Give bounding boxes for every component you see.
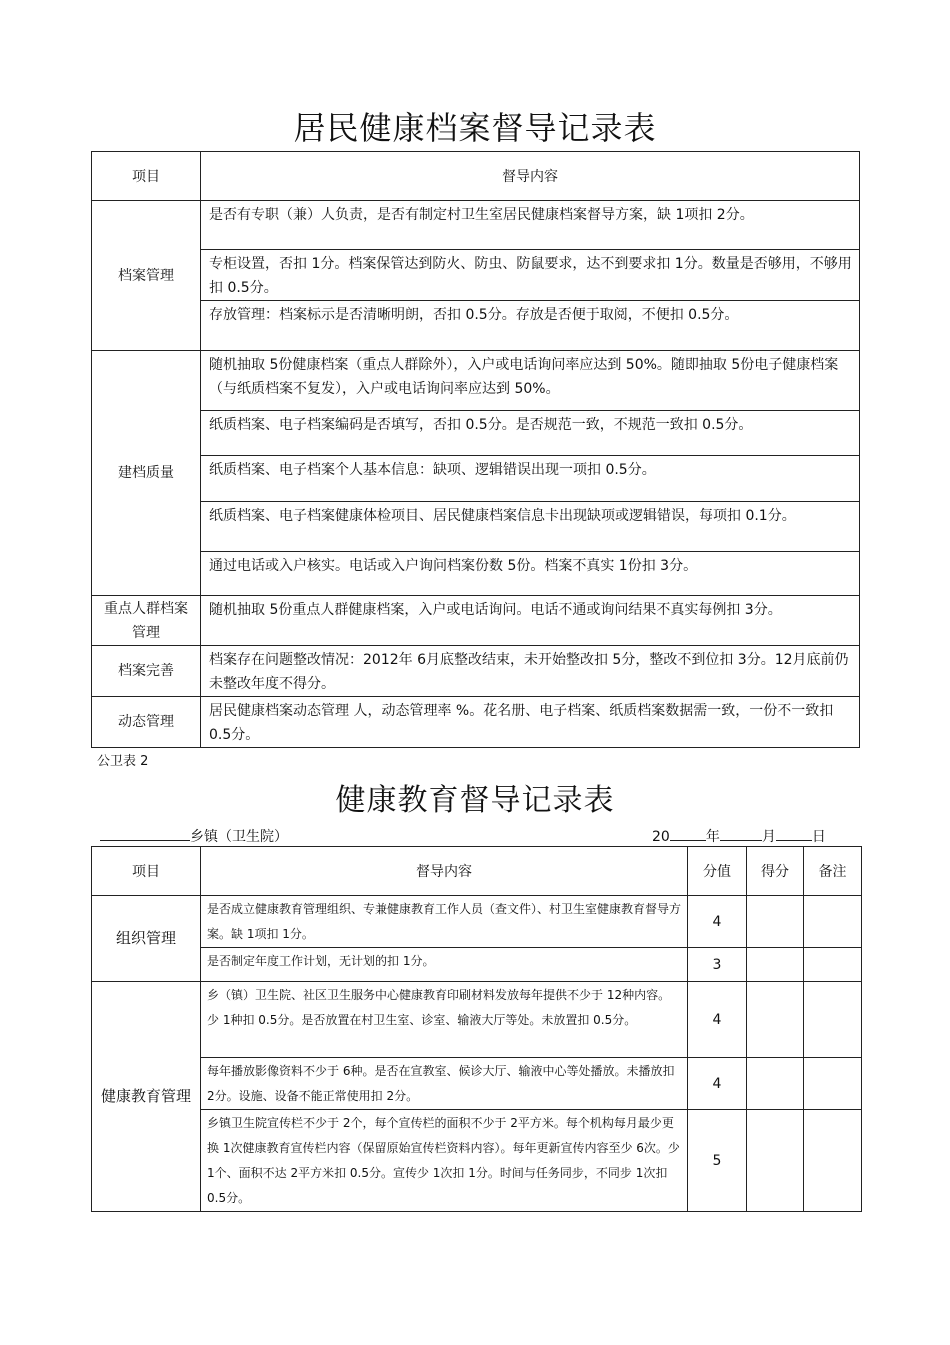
criterion-row: 是否制定年度工作计划，无计划的扣 1分。 [201,948,688,982]
col-header-item: 项目 [92,152,201,201]
archive-supervision-table [91,151,860,748]
note-cell[interactable] [804,948,862,982]
criterion-row: 随机抽取 5份重点人群健康档案，入户或电话询问。电话不通或询问结果不真实每例扣 3分。 [201,596,860,646]
criterion-row: 纸质档案、电子档案个人基本信息：缺项、逻辑错误出现一项扣 0.5分。 [201,456,860,502]
criterion-row: 通过电话或入户核实。电话或入户询问档案份数 5份。档案不真实 1份扣 3分。 [201,552,860,596]
year-prefix: 20 [652,829,670,845]
section-archive-quality: 建档质量 [92,351,201,596]
health-education-table [91,846,862,1212]
form-caption: 公卫表 2 [97,754,149,769]
criterion-row: 是否有专职（兼）人负责，是否有制定村卫生室居民健康档案督导方案，缺 1项扣 2分。 [201,201,860,250]
day-blank[interactable] [776,826,812,841]
col-header-content: 督导内容 [201,152,860,201]
note-cell[interactable] [804,982,862,1058]
got-cell[interactable] [747,948,804,982]
score-value: 3 [688,948,747,982]
year-label: 年 [705,829,720,845]
criterion-row: 档案存在问题整改情况：2012年 6月底整改结束，未开始整改扣 5分，整改不到位扣 3分。12月底前仍未整改年度不得分。 [201,646,860,697]
note-cell[interactable] [804,896,862,948]
year-blank[interactable] [670,826,706,841]
criterion-row: 居民健康档案动态管理 人，动态管理率 %。花名册、电子档案、纸质档案数据需一致，一份不一致扣 0.5分。 [201,697,860,748]
section-dynamic-management: 动态管理 [92,697,201,748]
section-archive-improvement: 档案完善 [92,646,201,697]
town-label: 乡镇（卫生院） [190,829,288,845]
note-cell[interactable] [804,1058,862,1110]
criterion-row: 存放管理：档案标示是否清晰明朗，否扣 0.5分。存放是否便于取阅，不便扣 0.5分。 [201,301,860,351]
criterion-row: 专柜设置，否扣 1分。档案保管达到防火、防虫、防鼠要求，达不到要求扣 1分。数量是否够用，不够用扣 0.5分。 [201,250,860,301]
score-value: 4 [688,982,747,1058]
form1-title: 居民健康档案督导记录表 [293,109,657,147]
score-value: 4 [688,896,747,948]
got-cell[interactable] [747,1058,804,1110]
criterion-row: 每年播放影像资料不少于 6种。是否在宣教室、候诊大厅、输液中心等处播放。未播放扣 2分。设施、设备不能正常使用扣 2分。 [201,1058,688,1110]
criterion-row: 纸质档案、电子档案编码是否填写，否扣 0.5分。是否规范一致，不规范一致扣 0.5分。 [201,411,860,456]
note-cell[interactable] [804,1110,862,1212]
day-label: 日 [811,829,826,845]
date-line [652,826,826,846]
town-line [100,826,288,846]
got-cell[interactable] [747,1110,804,1212]
score-value: 5 [688,1110,747,1212]
col-header-got: 得分 [747,847,804,896]
score-value: 4 [688,1058,747,1110]
criterion-row: 纸质档案、电子档案健康体检项目、居民健康档案信息卡出现缺项或逻辑错误，每项扣 0.1分。 [201,502,860,552]
criterion-row: 随机抽取 5份健康档案（重点人群除外），入户或电话询问率应达到 50%。随即抽取 5份电子健康档案（与纸质档案不复发），入户或电话询问率应达到 50%。 [201,351,860,411]
criterion-row: 乡镇卫生院宣传栏不少于 2个，每个宣传栏的面积不少于 2平方米。每个机构每月最少更换 1次健康教育宣传栏内容（保留原始宣传栏资料内容）。每年更新宣传内容至少 6次。少 1个、面积不达 2平方米扣 0.5分。宣传少 1次扣 1分。时间与任务同步，不同步 1次扣 0.5分。 [201,1110,688,1212]
month-label: 月 [761,829,776,845]
section-archive-management: 档案管理 [92,201,201,351]
got-cell[interactable] [747,982,804,1058]
month-blank[interactable] [720,826,762,841]
col-header-score: 分值 [688,847,747,896]
section-education-management: 健康教育管理 [92,982,201,1212]
section-organization: 组织管理 [92,896,201,982]
criterion-row: 是否成立健康教育管理组织、专兼健康教育工作人员（查文件）、村卫生室健康教育督导方案。缺 1项扣 1分。 [201,896,688,948]
col-header-content: 督导内容 [201,847,688,896]
town-blank[interactable] [100,826,190,841]
section-key-population: 重点人群档案管理 [92,596,201,646]
col-header-note: 备注 [804,847,862,896]
col-header-item: 项目 [92,847,201,896]
form2-title: 健康教育督导记录表 [335,783,615,818]
got-cell[interactable] [747,896,804,948]
criterion-row: 乡（镇）卫生院、社区卫生服务中心健康教育印刷材料发放每年提供不少于 12种内容。少 1种扣 0.5分。是否放置在村卫生室、诊室、输液大厅等处。未放置扣 0.5分。 [201,982,688,1058]
